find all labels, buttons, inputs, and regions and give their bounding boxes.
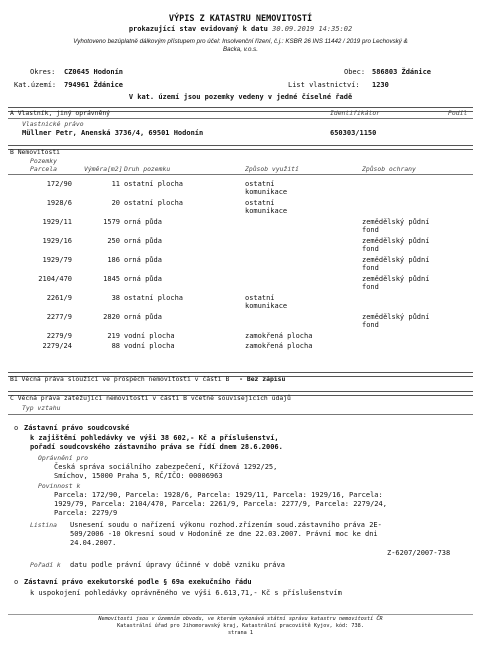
parcel-number: 2279/9	[46, 332, 72, 340]
footer-rule	[8, 614, 473, 615]
okres-label: Okres:	[30, 68, 56, 76]
parcel-land-type: orná půda	[124, 275, 162, 283]
parcel-number: 1929/11	[42, 218, 72, 226]
access-notice-line1: Vyhotoveno bezúplatně dálkovým přístupem pro účel: Insolvenční řízení, č.j.: KSBR 26 INS 11442 / 2019 pro Lechovský &	[73, 38, 408, 45]
section-b-sub: Pozemky	[30, 157, 57, 165]
parcel-usage: ostatní	[245, 294, 275, 302]
opravneni-line2: Smíchov, 15000 Praha 5, RČ/IČO: 00006963	[54, 472, 223, 480]
katuzemi-value: 794961 Ždánice	[64, 81, 124, 89]
col-ochrana: Způsob ochrany	[362, 165, 416, 173]
lien-line2: pořadí soudcovského zástavního práva se řídí dnem 28.6.2006.	[30, 443, 283, 451]
listina-line1: Usnesení soudu o nařízení výkonu rozhod.zřízením soud.zástavního práva 2E-	[70, 521, 382, 529]
lien-line1: k zajištění pohledávky ve výši 38 602,- Kč a příslušenství,	[30, 434, 279, 442]
parcel-area: 1579	[103, 218, 120, 226]
parcel-number: 2277/9	[46, 313, 72, 321]
povinnost-line2: 1929/79, Parcela: 2104/470, Parcela: 2261/9, Parcela: 2277/9, Parcela: 2279/24,	[54, 500, 387, 508]
section-b1-title: B1 Věcná práva sloužící ve prospěch nemovitostí v části B	[10, 375, 230, 383]
document-title: VÝPIS Z KATASTRU NEMOVITOSTÍ	[168, 14, 313, 24]
parcel-number: 2261/9	[46, 294, 72, 302]
section-a-header: A Vlastník, jiný oprávněný	[10, 109, 111, 117]
parcel-protection-cont: fond	[362, 264, 379, 272]
col-vymera: Výměra[m2]	[84, 165, 123, 173]
subtitle-date: 30.09.2019 14:35:02	[272, 25, 353, 33]
parcel-usage: zamokřená plocha	[245, 342, 313, 350]
lien-title: Zástavní právo soudcovské	[24, 424, 130, 432]
poradi-label: Pořadí k	[30, 561, 61, 569]
parcel-usage-cont: komunikace	[245, 207, 288, 215]
parcel-number: 1929/16	[42, 237, 72, 245]
povinnost-label: Povinnost k	[38, 482, 81, 490]
parcel-area: 11	[111, 180, 120, 188]
footer-page: strana 1	[228, 630, 253, 636]
parcel-protection: zemědělský půdní	[362, 218, 430, 226]
section-b-rule	[8, 145, 473, 150]
location-note: V kat. území jsou pozemky vedeny v jedné číselné řadě	[128, 93, 353, 101]
parcel-protection-cont: fond	[362, 226, 379, 234]
parcel-number: 2104/470	[38, 275, 72, 283]
section-c-header: C Věcná práva zatěžující nemovitosti v části B včetně souvisejících údajů	[10, 394, 291, 402]
parcel-number: 1928/6	[46, 199, 72, 207]
parcel-land-type: ostatní plocha	[124, 199, 184, 207]
exec-lien-line1: k uspokojení pohledávky oprávněného ve výši 6.613,71,- Kč s příslušenstvím	[30, 589, 342, 597]
parcel-land-type: orná půda	[124, 237, 162, 245]
access-notice-line2: Backa, v.o.s.	[223, 46, 258, 53]
subtitle-prefix: prokazující stav evidovaný k datu	[128, 25, 268, 33]
parcel-area: 250	[107, 237, 120, 245]
parcel-land-type: vodní plocha	[124, 332, 175, 340]
listina-label: Listina	[30, 521, 57, 529]
parcel-protection: zemědělský půdní	[362, 275, 430, 283]
section-b-header: B Nemovitosti	[10, 148, 61, 156]
col-vyuziti: Způsob využití	[245, 165, 299, 173]
parcel-land-type: vodní plocha	[124, 342, 175, 350]
parcel-land-type: ostatní plocha	[124, 180, 184, 188]
parcel-usage: ostatní	[245, 199, 275, 207]
poradi-value: datu podle právní úpravy účinné v době vzniku práva	[70, 561, 285, 569]
owner-name: Müllner Petr, Anenská 3736/4, 69501 Hodonín	[22, 129, 204, 137]
opravneni-label: Oprávnění pro	[38, 454, 89, 462]
parcel-protection-cont: fond	[362, 321, 379, 329]
parcel-area: 88	[111, 342, 120, 350]
parcel-usage-cont: komunikace	[245, 188, 288, 196]
obec-value: 586803 Ždánice	[372, 68, 432, 76]
parcel-usage-cont: komunikace	[245, 302, 288, 310]
katuzemi-label: Kat.území:	[14, 81, 57, 89]
footer-line1: Nemovitosti jsou v územním obvodu, ve kterém vykonává státní správu katastru nemovitostí ČR	[98, 616, 383, 622]
section-a-col-id: Identifikátor	[330, 109, 381, 117]
lv-value: 1230	[372, 81, 389, 89]
parcel-land-type: orná půda	[124, 218, 162, 226]
section-b1-note: - Bez zápisu	[239, 375, 286, 383]
parcel-area: 1845	[103, 275, 120, 283]
bullet-icon: o	[14, 578, 19, 586]
bullet-icon: o	[14, 424, 19, 432]
parcel-area: 219	[107, 332, 120, 340]
owner-id: 650303/1150	[330, 129, 377, 137]
parcel-area: 2820	[103, 313, 120, 321]
listina-line3: 24.04.2007.	[70, 539, 117, 547]
parcel-protection: zemědělský půdní	[362, 256, 430, 264]
parcel-protection-cont: fond	[362, 245, 379, 253]
parcel-area: 20	[111, 199, 120, 207]
footer-line2: Katastrální úřad pro Jihomoravský kraj, Katastrální pracoviště Kyjov, kód: 738.	[117, 623, 364, 629]
parcel-area: 186	[107, 256, 120, 264]
section-a-col-podil: Podíl	[448, 109, 468, 117]
exec-lien-title: Zástavní právo exekutorské podle § 69a exekučního řádu	[24, 578, 252, 586]
document-subtitle	[0, 25, 481, 34]
parcel-land-type: ostatní plocha	[124, 294, 184, 302]
parcel-number: 172/90	[46, 180, 72, 188]
section-c-typ: Typ vztahu	[22, 404, 61, 412]
section-b-col-rule	[8, 174, 473, 175]
parcel-protection: zemědělský půdní	[362, 313, 430, 321]
parcel-number: 1929/79	[42, 256, 72, 264]
povinnost-line3: Parcela: 2279/9	[54, 509, 118, 517]
parcel-usage: ostatní	[245, 180, 275, 188]
section-b1-header	[10, 375, 285, 383]
parcel-land-type: orná půda	[124, 313, 162, 321]
col-druh: Druh pozemku	[124, 165, 171, 173]
povinnost-line1: Parcela: 172/90, Parcela: 1928/6, Parcela: 1929/11, Parcela: 1929/16, Parcela:	[54, 491, 383, 499]
col-parcela: Parcela	[30, 165, 57, 173]
section-a-rule2	[8, 118, 473, 119]
lv-label: List vlastnictví:	[288, 81, 360, 89]
okres-value: CZ0645 Hodonín	[64, 68, 124, 76]
parcel-protection-cont: fond	[362, 283, 379, 291]
section-a-sub: Vlastnické právo	[22, 120, 84, 128]
section-c-col-rule	[8, 414, 473, 415]
opravneni-line1: Česká správa sociálního zabezpečení, Křížová 1292/25,	[54, 463, 278, 471]
parcel-protection: zemědělský půdní	[362, 237, 430, 245]
parcel-area: 38	[111, 294, 120, 302]
parcel-land-type: orná půda	[124, 256, 162, 264]
listina-line2: 509/2006 -10 Okresní soud v Hodoníně ze dne 22.03.2007. Právní moc ke dni	[70, 530, 378, 538]
parcel-usage: zamokřená plocha	[245, 332, 313, 340]
parcel-number: 2279/24	[42, 342, 72, 350]
obec-label: Obec:	[344, 68, 366, 76]
reference-number: Z-6207/2007-738	[387, 549, 451, 557]
